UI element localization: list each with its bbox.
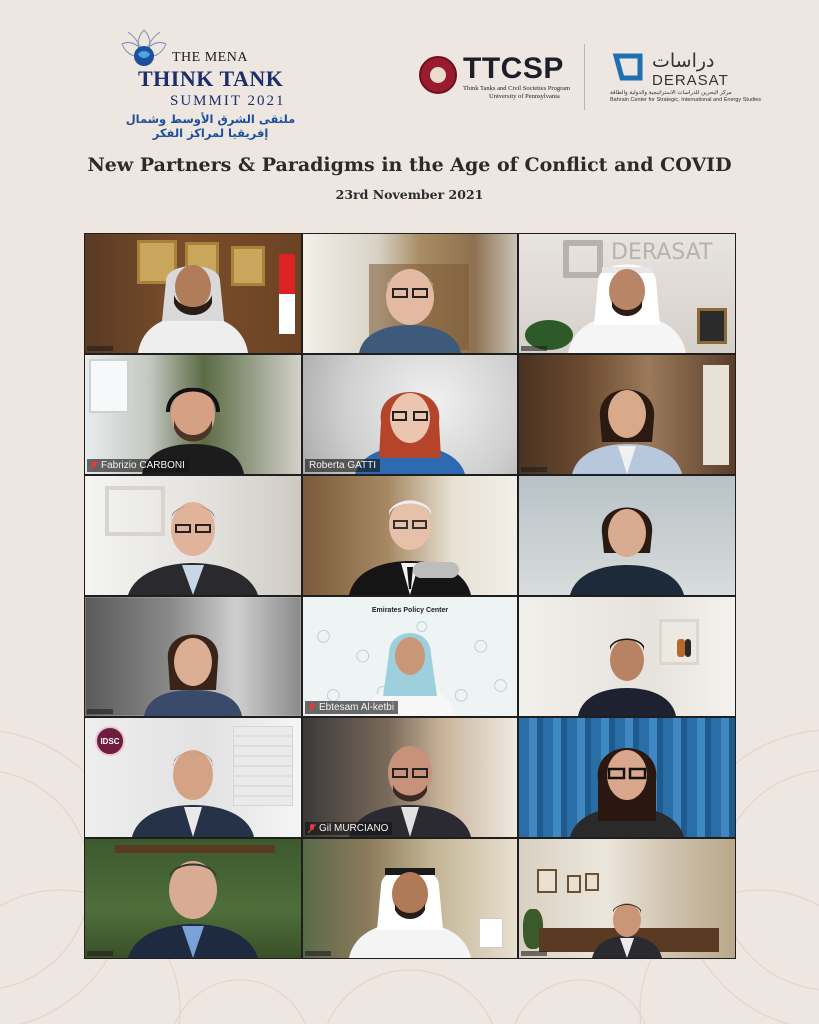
participant-video [128, 241, 258, 353]
participant-video [345, 483, 475, 595]
participant-video [345, 241, 475, 353]
video-tile [84, 838, 302, 959]
participant-name: Fabrizio CARBONI [101, 460, 185, 471]
participant-video [128, 362, 258, 474]
video-tile [302, 475, 518, 596]
video-tile [518, 596, 736, 717]
participant-label [87, 346, 113, 351]
derasat-arabic-subtitle: مركز البحرين للدراسات الاستراتيجية والدولية والطاقة [610, 90, 732, 96]
derasat-arabic-name: دراسات [652, 50, 715, 72]
muted-mic-icon [90, 461, 98, 470]
video-tile [302, 233, 518, 354]
mena-summit-logo [108, 22, 313, 140]
muted-mic-icon [308, 703, 316, 712]
participant-label [521, 346, 547, 351]
participant-name: Ebtesam Al-ketbi [319, 702, 395, 713]
participant-label [87, 951, 113, 956]
ttcsp-university: University of Pennsylvania [489, 93, 560, 100]
muted-mic-icon [308, 824, 316, 833]
participant-video [128, 725, 258, 837]
video-tile [302, 838, 518, 959]
video-tile [518, 717, 736, 838]
mena-the-text: THE MENA [172, 50, 248, 65]
participant-label [305, 951, 331, 956]
video-tile [84, 475, 302, 596]
derasat-subtitle: Bahrain Center for Strategic, International and Energy Studies [610, 97, 762, 103]
ttcsp-title: TTCSP [463, 52, 564, 85]
participant-name: Roberta GATTI [309, 460, 377, 471]
penn-seal-icon [419, 56, 457, 94]
idsc-logo: IDSC [95, 726, 125, 756]
participant-label [521, 467, 547, 472]
participant-name-label [305, 822, 392, 835]
video-tile: DERASAT [518, 233, 736, 354]
mena-arabic-text: ملتقى الشرق الأوسط وشمال إفريقيا لمراكز الفكر [125, 112, 296, 140]
video-grid [84, 233, 736, 959]
video-tile [518, 838, 736, 959]
ttcsp-logo [419, 52, 569, 104]
participant-video [562, 725, 692, 837]
participant-video [562, 604, 692, 716]
participant-label [521, 951, 547, 956]
video-tile [84, 596, 302, 717]
video-tile [302, 354, 518, 475]
emirates-policy-center-banner: Emirates Policy Center [371, 607, 449, 614]
video-tile [84, 233, 302, 354]
event-date: 23rd November 2021 [335, 187, 484, 202]
participant-video [128, 604, 258, 716]
video-tile [84, 354, 302, 475]
logo-divider [584, 44, 585, 110]
derasat-name: DERASAT [652, 72, 729, 89]
participant-label [87, 709, 113, 714]
participant-video [562, 241, 692, 353]
video-tile [84, 717, 302, 838]
participant-name: Gil MURCIANO [319, 823, 389, 834]
mena-summit-text: SUMMIT 2021 [170, 93, 286, 109]
participant-video [345, 604, 475, 716]
participant-name-label [305, 459, 380, 472]
derasat-mark-icon [612, 52, 646, 82]
mena-title-text: THINK TANK [138, 66, 284, 91]
video-tile [302, 717, 518, 838]
video-tile [518, 354, 736, 475]
video-tile [518, 475, 736, 596]
event-title: New Partners & Paradigms in the Age of Conflict and COVID [87, 154, 732, 176]
video-tile [302, 596, 518, 717]
participant-video [128, 846, 258, 958]
participant-name-label [305, 701, 398, 714]
ttcsp-subtitle: Think Tanks and Civil Societies Program [463, 85, 571, 92]
participant-video [562, 483, 692, 595]
derasat-logo [610, 50, 762, 110]
participant-video [345, 362, 475, 474]
header [0, 0, 819, 140]
participant-video [562, 362, 692, 474]
participant-video [345, 725, 475, 837]
participant-video [562, 846, 692, 958]
participant-name-label [87, 459, 189, 472]
participant-video [128, 483, 258, 595]
participant-video [345, 846, 475, 958]
